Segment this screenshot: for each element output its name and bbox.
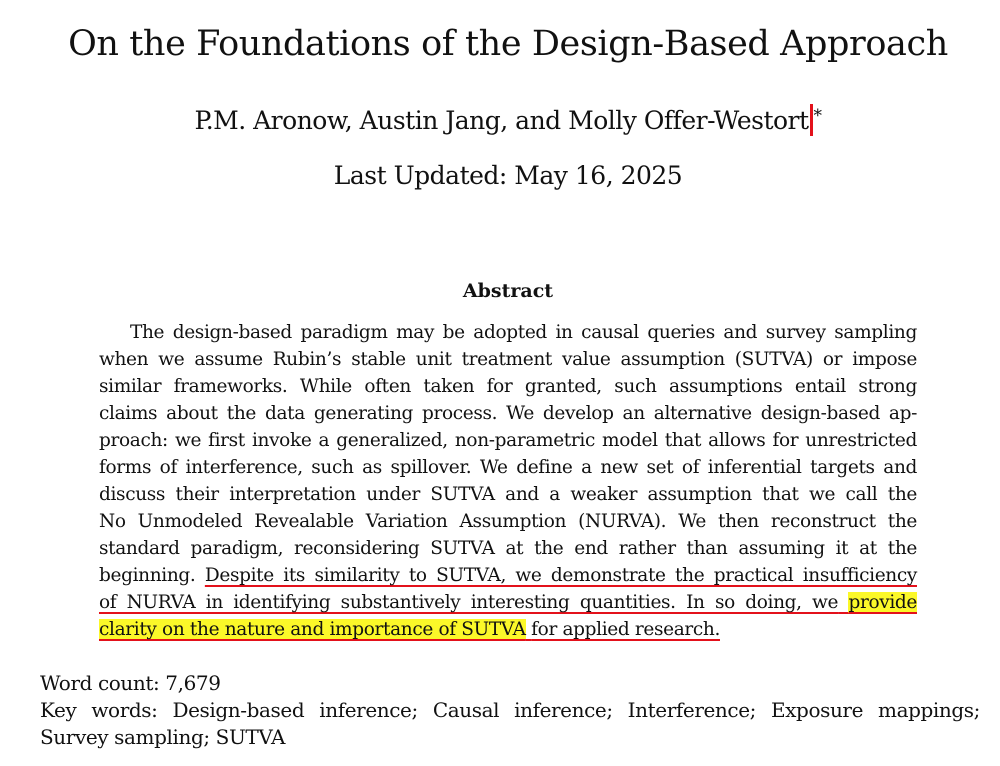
abstract-line [99, 616, 917, 643]
abstract-line [99, 562, 917, 589]
annotation-highlight: clarity on the nature and importance of SUTVA [99, 619, 526, 640]
annotation-highlight: provide [848, 592, 917, 613]
abstract-plain-text: beginning. [99, 565, 196, 586]
abstract-line: standard paradigm, reconsidering SUTVA at the end rather than assuming it at the [99, 538, 917, 559]
abstract-line: proach: we first invoke a generalized, non-parametric model that allows for unrestricted [99, 430, 917, 451]
abstract-line: similar frameworks. While often taken for granted, such assumptions entail strong [99, 376, 917, 397]
text-cursor [810, 104, 813, 136]
last-updated-date: Last Updated: May 16, 2025 [333, 161, 683, 190]
author-names: P.M. Aronow, Austin Jang, and Molly Offer-Westort [194, 106, 809, 135]
word-count: Word count: 7,679 [40, 671, 221, 695]
abstract-line: claims about the data generating process. We develop an alternative design-based ap- [99, 403, 917, 424]
abstract-line: when we assume Rubin’s stable unit treatment value assumption (SUTVA) or impose [99, 349, 917, 370]
abstract-line: discuss their interpretation under SUTVA and a weaker assumption that we call the [99, 484, 917, 505]
abstract-body [99, 319, 917, 643]
author-footnote-mark: * [813, 106, 822, 126]
abstract-line: No Unmodeled Revealable Variation Assumption (NURVA). We then reconstruct the [99, 511, 917, 532]
annotation-underline: Despite its similarity to SUTVA, we demonstrate the practical insufficiency [204, 565, 917, 586]
paper-metadata [40, 670, 980, 751]
annotation-underline: of NURVA in identifying substantively interesting quantities. In so doing, we [99, 592, 839, 613]
keywords: Key words: Design-based inference; Causal inference; Interference; Exposure mappings; [40, 698, 980, 722]
paper-title: On the Foundations of the Design-Based Approach [68, 24, 948, 64]
keywords-continued: Survey sampling; SUTVA [40, 725, 286, 749]
annotation-underline: for applied research. [531, 619, 720, 640]
abstract-line [99, 589, 917, 616]
abstract-line: forms of interference, such as spillover. We define a new set of inferential targets and [99, 457, 917, 478]
abstract-heading: Abstract [462, 280, 554, 302]
abstract-line: The design-based paradigm may be adopted in causal queries and survey sampling [130, 322, 917, 343]
paper-authors [0, 104, 1000, 136]
